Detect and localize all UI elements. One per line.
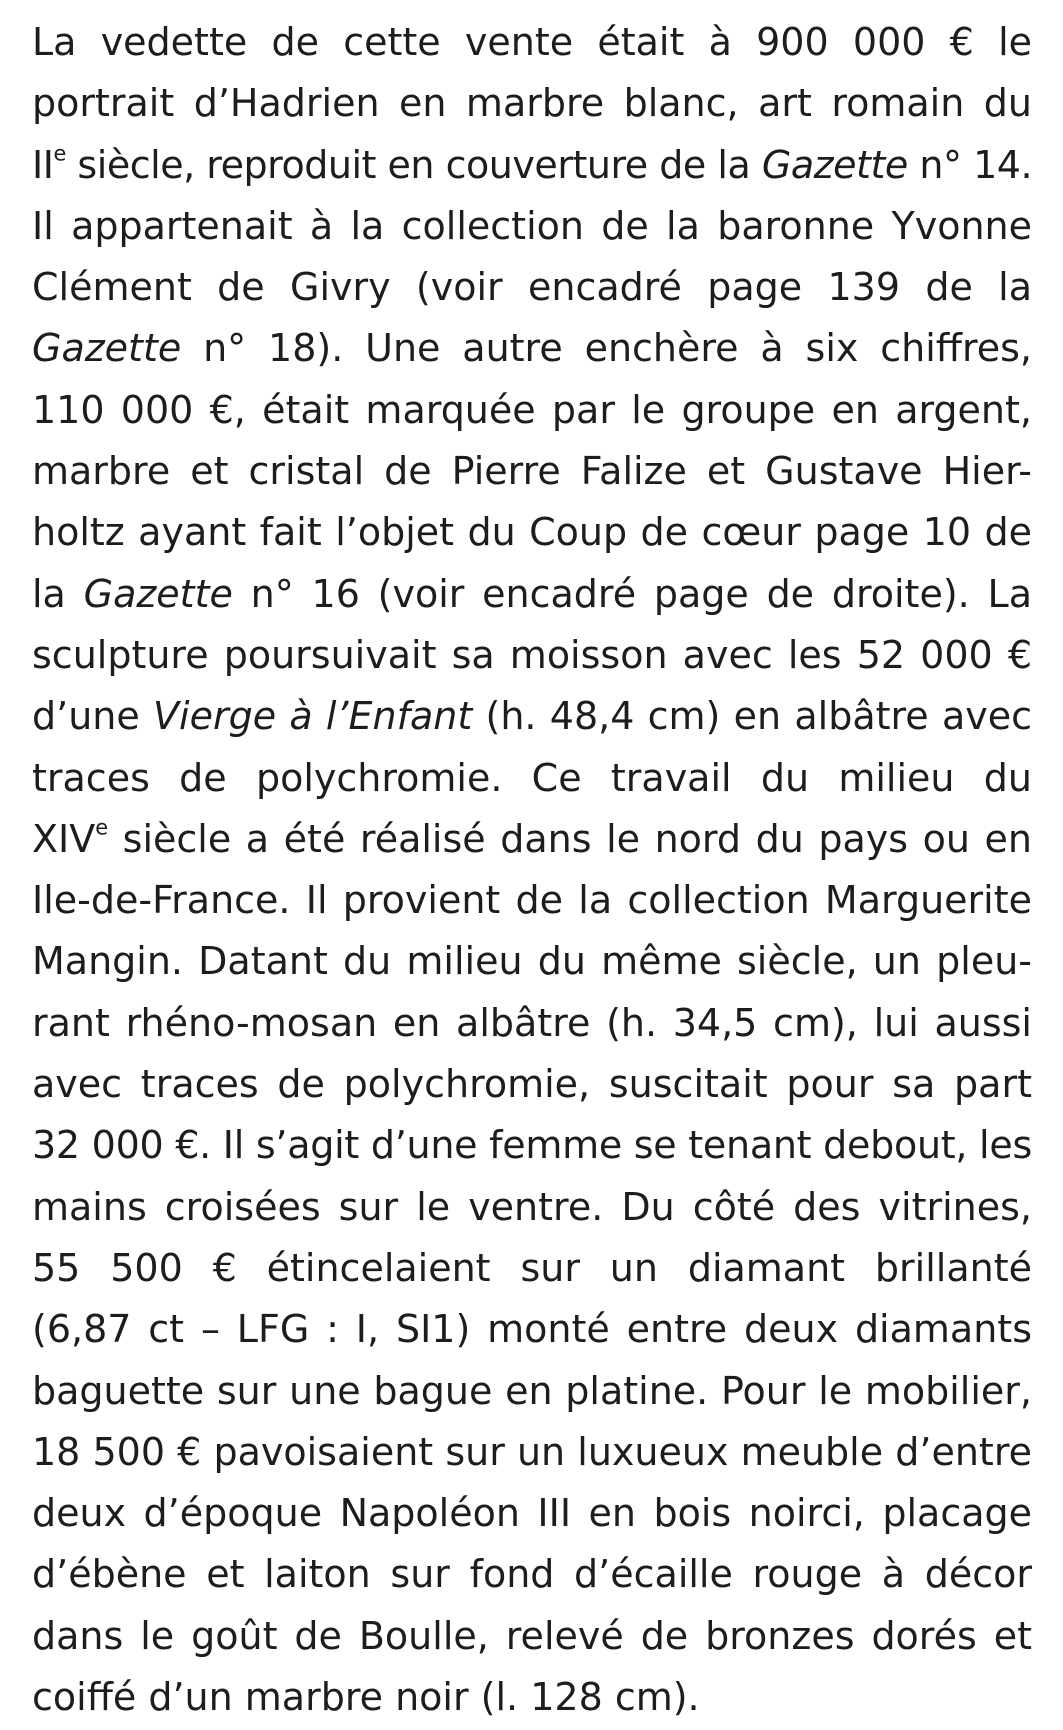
italic-title: Gazette bbox=[761, 142, 908, 187]
italic-title: Gazette bbox=[83, 571, 233, 616]
text-line bbox=[32, 1483, 1032, 1544]
text-run: Clément de Givry (voir encadré page 139 de la bbox=[32, 265, 1032, 310]
text-run: dans le goût de Boulle, relevé de bronzes dorés et bbox=[32, 1613, 1032, 1658]
text-line bbox=[32, 686, 1032, 747]
italic-title: Gazette bbox=[32, 326, 182, 371]
text-run: d’une bbox=[32, 694, 154, 739]
text-line bbox=[32, 931, 1032, 992]
text-line bbox=[32, 441, 1032, 502]
text-run: Ile-de-France. Il provient de la collection Marguerite bbox=[32, 878, 1032, 923]
text-run: avec traces de polychromie, suscitait pour sa part bbox=[32, 1062, 1032, 1107]
text-run: (h. 48,4 cm) en albâtre avec bbox=[472, 694, 1032, 739]
text-run: coiffé d’un marbre noir (l. 128 cm). bbox=[32, 1675, 700, 1720]
text-line bbox=[32, 1115, 1032, 1176]
text-run: portrait d’Hadrien en marbre blanc, art romain du bbox=[32, 81, 1032, 126]
text-line bbox=[32, 564, 1032, 625]
text-line bbox=[32, 625, 1032, 686]
text-run: 32 000 €. Il s’agit d’une femme se tenant debout, les bbox=[32, 1123, 1032, 1168]
text-run: II bbox=[32, 142, 54, 187]
text-line bbox=[32, 257, 1032, 318]
superscript: e bbox=[53, 140, 66, 165]
text-line bbox=[32, 1422, 1032, 1483]
text-run: d’ébène et laiton sur fond d’écaille rouge à décor bbox=[32, 1552, 1032, 1597]
text-run: holtz ayant fait l’objet du Coup de cœur page 10 de bbox=[32, 510, 1032, 555]
text-line bbox=[32, 748, 1032, 809]
text-run: 110 000 €, était marquée par le groupe en argent, bbox=[32, 387, 1032, 432]
text-run: 55 500 € étincelaient sur un diamant brillanté bbox=[32, 1245, 1032, 1290]
text-run: 18 500 € pavoisaient sur un luxueux meuble d’entre bbox=[32, 1429, 1032, 1474]
text-line bbox=[32, 12, 1032, 73]
article-body bbox=[32, 12, 1032, 1728]
text-run: sculpture poursuivait sa moisson avec les 52 000 € bbox=[32, 632, 1032, 677]
text-run: Mangin. Datant du milieu du même siècle, un pleu- bbox=[32, 939, 1032, 984]
text-run: n° 16 (voir encadré page de droite). La bbox=[232, 571, 1032, 616]
text-line bbox=[32, 1054, 1032, 1115]
text-run: (6,87 ct – LFG : I, SI1) monté entre deux diamants bbox=[32, 1307, 1032, 1352]
text-run: mains croisées sur le ventre. Du côté des vitrines, bbox=[32, 1184, 1032, 1229]
text-run: Il appartenait à la collection de la baronne Yvonne bbox=[32, 203, 1032, 248]
text-run: traces de polychromie. Ce travail du milieu du bbox=[32, 755, 1032, 800]
text-line bbox=[32, 1177, 1032, 1238]
text-line bbox=[32, 870, 1032, 931]
text-line bbox=[32, 809, 1032, 870]
text-line bbox=[32, 318, 1032, 379]
text-line bbox=[32, 1667, 1032, 1728]
text-line bbox=[32, 73, 1032, 134]
text-line bbox=[32, 1299, 1032, 1360]
text-line bbox=[32, 1544, 1032, 1605]
text-line bbox=[32, 1606, 1032, 1667]
text-line bbox=[32, 502, 1032, 563]
text-line bbox=[32, 380, 1032, 441]
text-run: n° 18). Une autre enchère à six chiffres, bbox=[181, 326, 1032, 371]
text-run: XIV bbox=[32, 816, 96, 861]
italic-title: Vierge à l’Enfant bbox=[153, 694, 473, 739]
text-run: marbre et cristal de Pierre Falize et Gustave Hier- bbox=[32, 449, 1032, 494]
text-run: deux d’époque Napoléon III en bois noirci, placage bbox=[32, 1491, 1032, 1536]
text-line bbox=[32, 1238, 1032, 1299]
text-run: La vedette de cette vente était à 900 000 € le bbox=[32, 20, 1032, 64]
text-run: rant rhéno-mosan en albâtre (h. 34,5 cm), lui aussi bbox=[32, 1000, 1032, 1045]
text-line bbox=[32, 993, 1032, 1054]
text-run: siècle, reproduit en couverture de la bbox=[65, 142, 762, 187]
text-run: baguette sur une bague en platine. Pour le mobilier, bbox=[32, 1368, 1032, 1413]
text-line bbox=[32, 135, 1032, 196]
text-run: n° 14. bbox=[907, 142, 1033, 187]
text-line bbox=[32, 196, 1032, 257]
text-line bbox=[32, 1361, 1032, 1422]
text-run: siècle a été réalisé dans le nord du pays ou en bbox=[108, 816, 1032, 861]
text-run: la bbox=[32, 571, 84, 616]
superscript: e bbox=[95, 815, 109, 840]
